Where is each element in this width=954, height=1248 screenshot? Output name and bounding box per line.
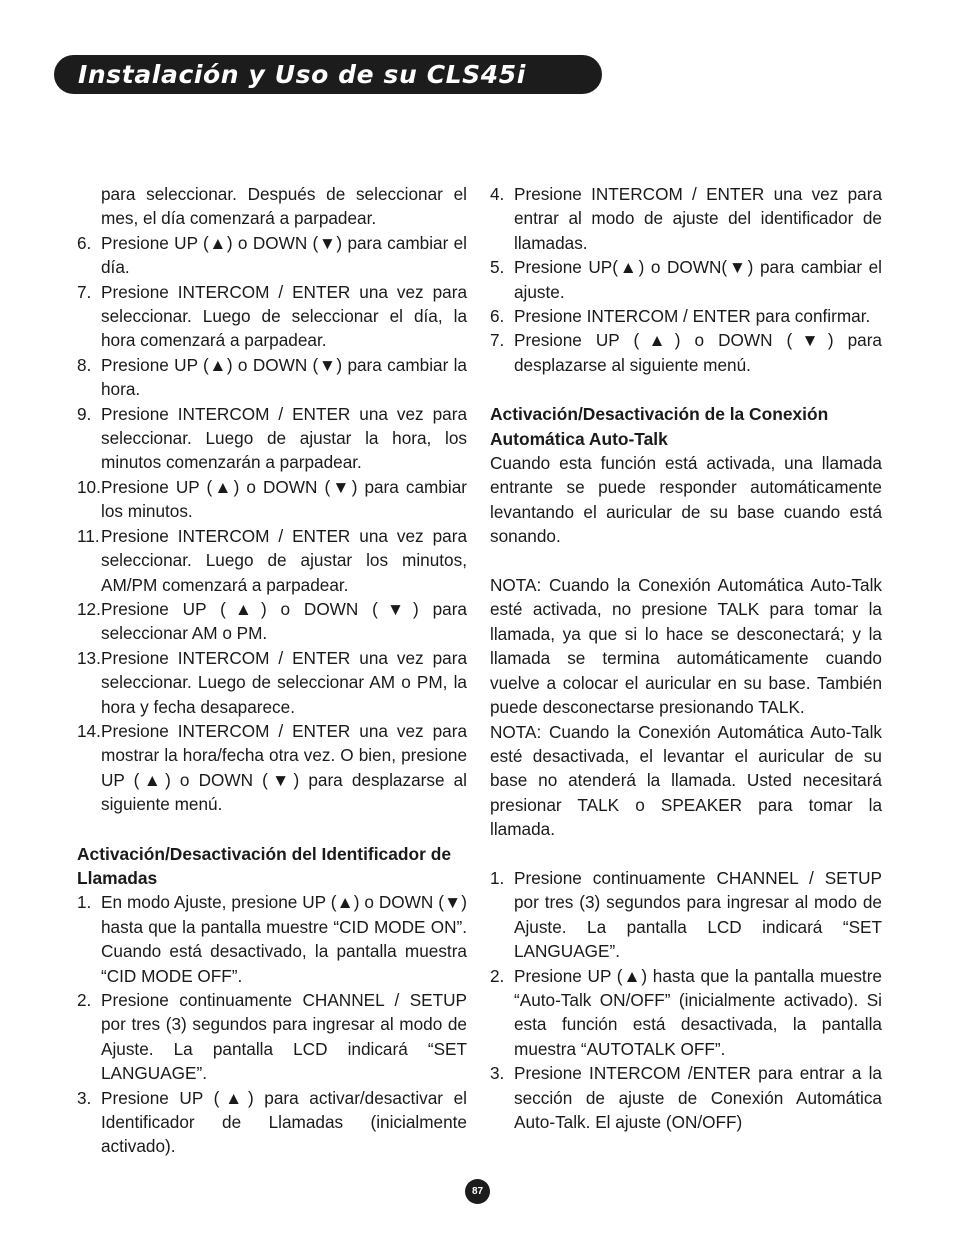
section-banner <box>54 55 602 94</box>
page-number: 87 <box>465 1179 490 1204</box>
list-item: 6. Presione UP (▲) o DOWN (▼) para cambiar el día. <box>77 232 467 278</box>
right-column <box>490 182 882 1134</box>
list-item: 10. Presione UP (▲) o DOWN (▼) para cambiar los minutos. <box>77 476 467 522</box>
list-item: 3. Presione UP (▲) para activar/desactivar el Identificador de Llamadas (inicialmente activado). <box>77 1087 467 1157</box>
list-item: 14. Presione INTERCOM / ENTER una vez para mostrar la hora/fecha otra vez. O bien, presione UP (▲) o DOWN (▼) para desplazarse al siguiente menú. <box>77 720 467 815</box>
list-item: 4. Presione INTERCOM / ENTER una vez para entrar al modo de ajuste del identificador de llamadas. <box>490 184 882 253</box>
section-heading: Activación/Desactivación de la Conexión Automática Auto-Talk <box>490 404 829 449</box>
list-item: 11. Presione INTERCOM / ENTER una vez para seleccionar. Luego de ajustar los minutos, AM/PM comenzará a parpadear. <box>77 525 467 595</box>
list-item: 1. En modo Ajuste, presione UP (▲) o DOWN (▼) hasta que la pantalla muestre “CID MODE ON”. Cuando está desactivado, la pantalla muestra “CID MODE OFF”. <box>77 892 467 986</box>
left-column <box>77 182 467 1159</box>
list-item: 7. Presione INTERCOM / ENTER una vez para seleccionar. Luego de seleccionar el día, la hora comenzará a parpadear. <box>77 281 467 351</box>
paragraph: Cuando esta función está activada, una llamada entrante se puede responder automáticamente levantando el auricular de su base cuando está sonando. <box>490 453 882 547</box>
list-item: 12. Presione UP (▲) o DOWN (▼) para seleccionar AM o PM. <box>77 598 467 644</box>
list-item: 2. Presione continuamente CHANNEL / SETUP por tres (3) segundos para ingresar al modo de Ajuste. La pantalla LCD indicará “SET LANGUAGE”. <box>77 990 467 1084</box>
continued-paragraph: para seleccionar. Después de seleccionar el mes, el día comenzará a parpadear. <box>101 184 467 229</box>
list-item: 2. Presione UP (▲) hasta que la pantalla muestre “Auto-Talk ON/OFF” (inicialmente activado). Si esta función está desactivada, la pantalla muestra “AUTOTALK OFF”. <box>490 965 882 1059</box>
section-heading: Activación/Desactivación del Identificador de Llamadas <box>77 843 452 888</box>
list-item: 9. Presione INTERCOM / ENTER una vez para seleccionar. Luego de ajustar la hora, los minutos comenzarán a parpadear. <box>77 403 467 473</box>
list-item: 1. Presione continuamente CHANNEL / SETUP por tres (3) segundos para ingresar al modo de Ajuste. La pantalla LCD indicará “SET LANGUAGE”. <box>490 867 882 962</box>
note-paragraph: NOTA: Cuando la Conexión Automática Auto-Talk esté activada, no presione TALK para tomar la llamada, ya que si lo hace se desconectará; y la llamada se termina automáticamente cuando vuelve a colocar el auricular en su base. También puede desconectarse presionando TALK. <box>490 575 882 718</box>
list-item: 13. Presione INTERCOM / ENTER una vez para seleccionar. Luego de seleccionar AM o PM, la hora y fecha desaparece. <box>77 647 467 717</box>
list-item: 3. Presione INTERCOM /ENTER para entrar a la sección de ajuste de Conexión Automática Auto-Talk. El ajuste (ON/OFF) <box>490 1063 882 1132</box>
section-title: Instalación y Uso de su CLS45i <box>78 60 526 89</box>
list-item: 7. Presione UP (▲) o DOWN (▼) para desplazarse al siguiente menú. <box>490 330 882 375</box>
list-item: 5. Presione UP(▲) o DOWN(▼) para cambiar el ajuste. <box>490 257 882 302</box>
list-item: 6. Presione INTERCOM / ENTER para confirmar. <box>490 306 871 327</box>
list-item: 8. Presione UP (▲) o DOWN (▼) para cambiar la hora. <box>77 354 467 400</box>
note-paragraph: NOTA: Cuando la Conexión Automática Auto-Talk esté desactivada, el levantar el auricular de su base no atenderá la llamada. Usted necesitará presionar TALK o SPEAKER para tomar la llamada. <box>490 721 882 840</box>
